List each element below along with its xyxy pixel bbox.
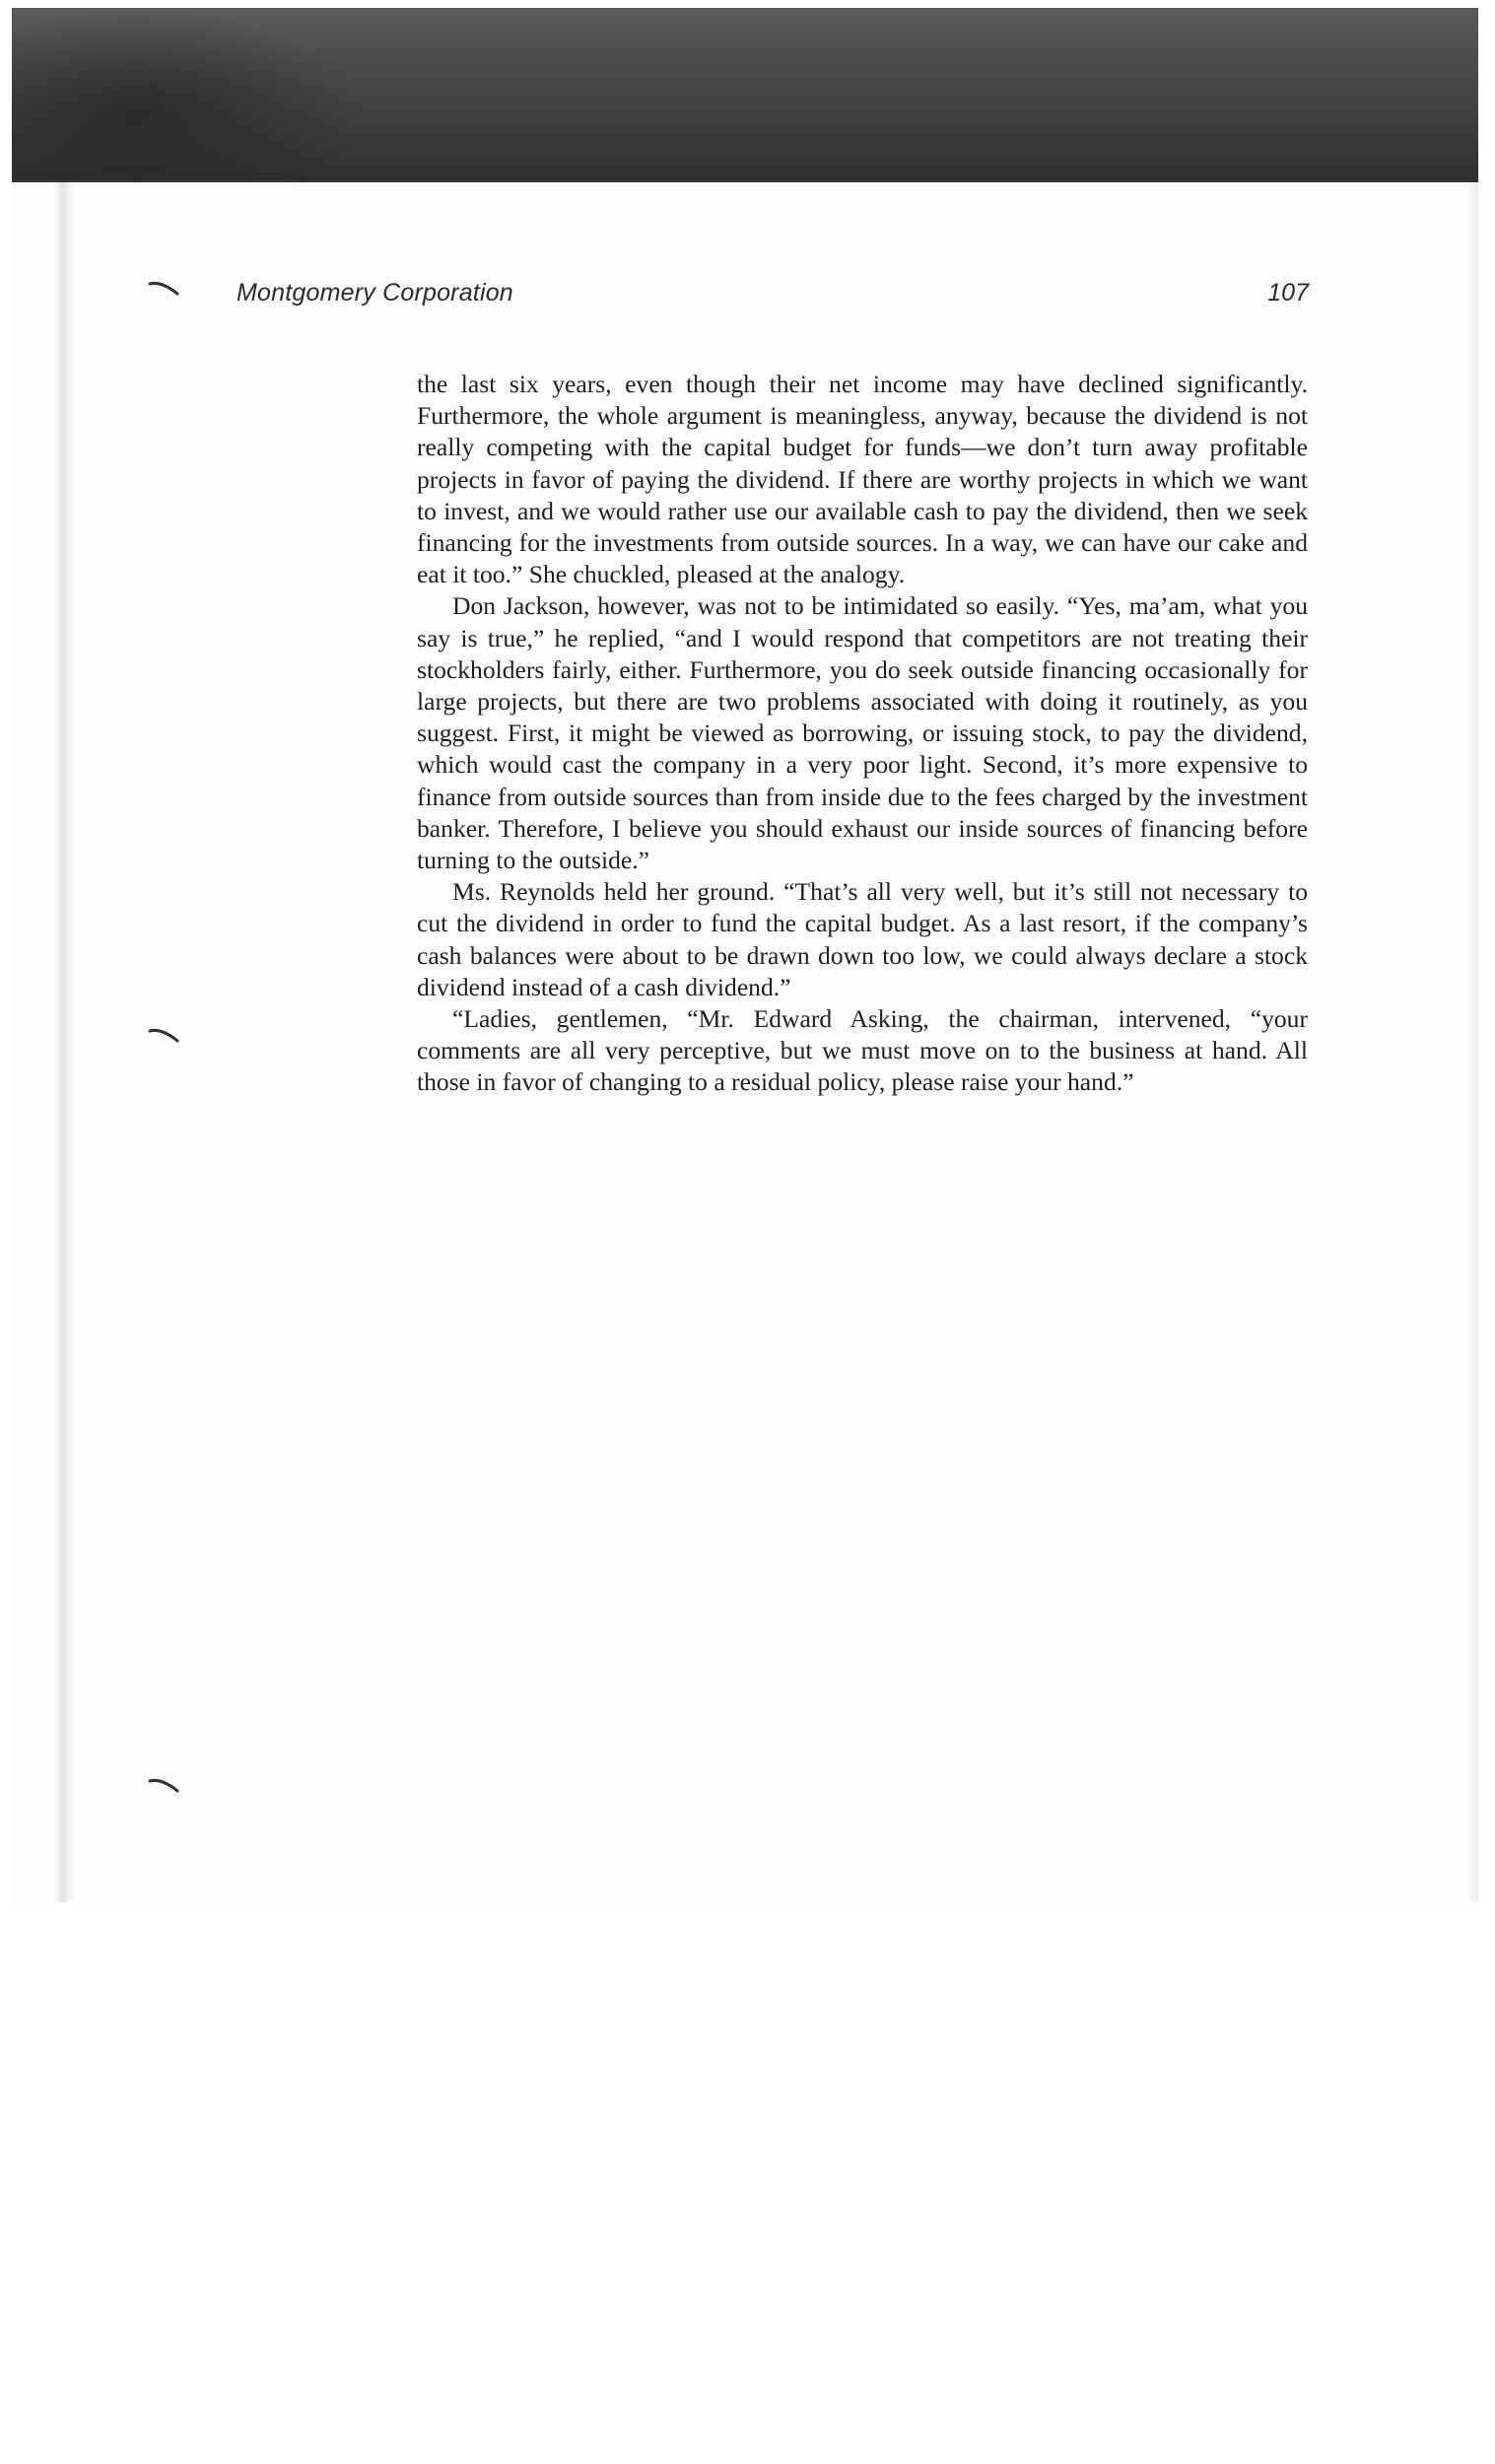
paragraph: Ms. Reynolds held her ground. “That’s all very well, but it’s still not necessary to cut the dividend in order to fund the capital budget. As a last resort, if the company’s cash balances were about to be drawn down too low, we could always declare a stock dividend instead of a cash dividend.” <box>417 877 1308 1001</box>
page-right-edge <box>1466 182 1478 1902</box>
paragraph: the last six years, even though their net income may have declined significantly. Furthermore, the whole argument is meaningless, anyway, because the dividend is not really competing with the capital budget for funds—we don’t turn away profitable projects in favor of paying the dividend. If there are worthy projects in which we want to invest, and we would rather use our available cash to pay the dividend, then we seek financing for the investments from outside sources. In a way, we can have our cake and eat it too.” She chuckled, pleased at the analogy. <box>417 370 1308 589</box>
running-head-title: Montgomery Corporation <box>237 279 513 307</box>
binder-hole-mark-icon <box>148 1777 183 1795</box>
scanner-shadow-band <box>12 8 1478 182</box>
binder-hole-mark-icon <box>148 280 183 298</box>
paragraph: Don Jackson, however, was not to be intimidated so easily. “Yes, ma’am, what you say is true,” he replied, “and I would respond that competitors are not treating their stockholders fairly, either. Furthermore, you do seek outside financing occasionally for large projects, but there are two problems associated with doing it routinely, as you suggest. First, it might be viewed as borrowing, or issuing stock, to pay the dividend, which would cast the company in a very poor light. Second, it’s more expensive to finance from outside sources than from inside due to the fees charged by the investment banker. Therefore, I believe you should exhaust our inside sources of financing before turning to the outside.” <box>417 591 1308 875</box>
page-number: 107 <box>1267 279 1309 307</box>
paragraph: “Ladies, gentlemen, “Mr. Edward Asking, the chairman, intervened, “your comments are all very perceptive, but we must move on to the business at hand. All those in favor of changing to a residual policy, please raise your hand.” <box>417 1004 1308 1097</box>
body-text <box>417 369 1308 1099</box>
binder-hole-mark-icon <box>148 1027 183 1045</box>
page-binding-edge <box>54 182 72 1902</box>
